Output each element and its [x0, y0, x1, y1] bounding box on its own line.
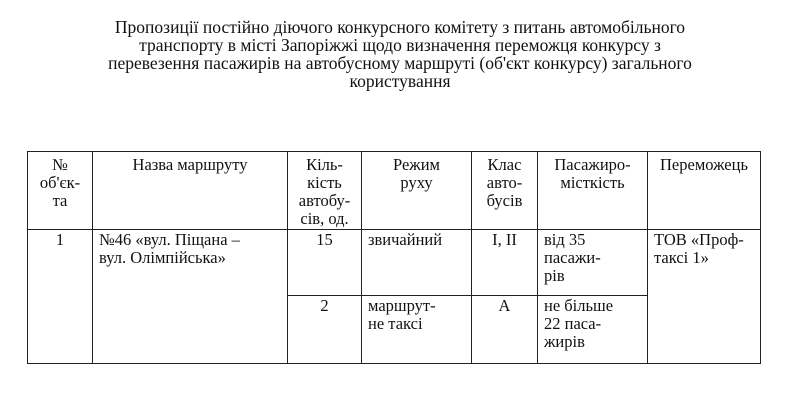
- bus-count-cell: 15: [288, 230, 362, 296]
- table-header-row: [28, 152, 761, 230]
- title-line: перевезення пасажирів на автобусному маршруті (об'єкт конкурсу) загального: [108, 53, 692, 73]
- header-route-name: Назва маршруту: [93, 152, 288, 230]
- header-bus-count: Кіль- кість автобу- сів, од.: [288, 152, 362, 230]
- document-title: [20, 18, 780, 90]
- header-traffic-mode: Режим руху: [362, 152, 472, 230]
- bus-class-cell: А: [472, 296, 538, 364]
- passenger-capacity-cell: не більше 22 паса- жирів: [538, 296, 648, 364]
- contest-table: [27, 151, 761, 364]
- header-object-number: № об'єк- та: [28, 152, 93, 230]
- winner-cell: ТОВ «Проф- таксі 1»: [648, 230, 761, 364]
- traffic-mode-cell: маршрут- не таксі: [362, 296, 472, 364]
- bus-count-cell: 2: [288, 296, 362, 364]
- route-name-cell: №46 «вул. Піщана – вул. Олімпійська»: [93, 230, 288, 364]
- header-winner: Переможець: [648, 152, 761, 230]
- object-number-cell: 1: [28, 230, 93, 364]
- title-line: користування: [349, 71, 451, 91]
- traffic-mode-cell: звичайний: [362, 230, 472, 296]
- passenger-capacity-cell: від 35 пасажи- рів: [538, 230, 648, 296]
- header-bus-class: Клас авто- бусів: [472, 152, 538, 230]
- title-line: Пропозиції постійно діючого конкурсного комітету з питань автомобільного: [114, 17, 686, 37]
- header-passenger-capacity: Пасажиро- місткість: [538, 152, 648, 230]
- table-row: [28, 230, 761, 296]
- bus-class-cell: І, ІІ: [472, 230, 538, 296]
- title-line: транспорту в місті Запоріжжі щодо визначення переможця конкурсу з: [139, 35, 661, 55]
